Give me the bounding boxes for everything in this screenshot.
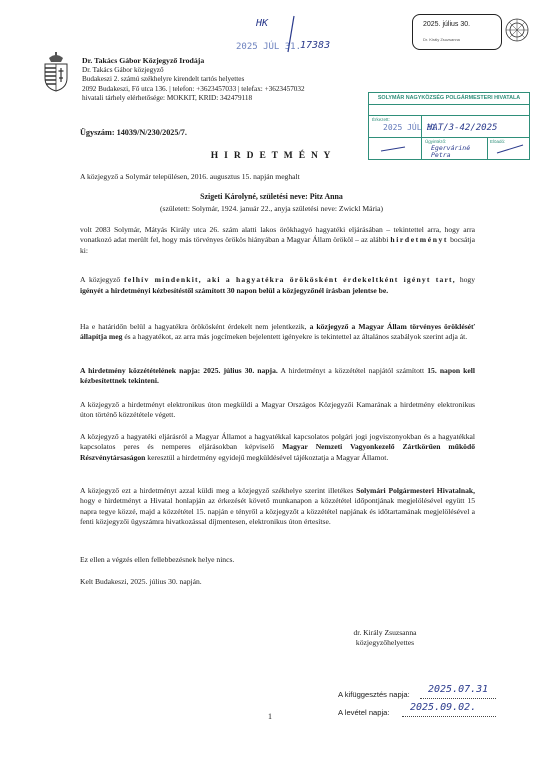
paragraph-4-b: A hirdetményt a közzététel napjától számított bbox=[280, 366, 425, 375]
date-box bbox=[412, 14, 502, 50]
deceased-birth: (született: Solymár, 1924. január 22., anyja születési neve: Zwickl Mária) bbox=[159, 204, 383, 213]
paragraph-2-a: A közjegyző bbox=[80, 275, 121, 284]
signature-name: dr. Király Zsuzsanna bbox=[353, 628, 417, 637]
paragraph-6 bbox=[80, 432, 475, 463]
intro-text: A közjegyző a Solymár településen, 2016. augusztus 15. napján meghalt bbox=[80, 172, 300, 181]
reception-stamp bbox=[368, 92, 530, 160]
paragraph-4-c: 15. napon kell kézbesítettnek tekinteni. bbox=[80, 366, 475, 386]
paragraph-7-a: A közjegyző ezt a hirdetményt azzal küldi meg a közjegyző székhelye szerint illetékes bbox=[80, 486, 354, 495]
document-title: H I R D E T M É N Y bbox=[210, 151, 333, 161]
paragraph-1-text: volt 2083 Solymár, Mátyás Király utca 26. szám alatti lakos örökhagyó hagyatéki eljárásában – tekintettel arra, hogy arra vonatkozó adat merült fel, hogy más törvényes örökös hiányában a Magyar Állam örököl – az alábbi bbox=[80, 225, 475, 245]
paragraph-4 bbox=[80, 366, 475, 387]
posting-date-value: 2025.07.31 bbox=[428, 684, 489, 695]
qr-seal-icon bbox=[505, 18, 529, 42]
paragraph-3-a: Ha e határidőn belül a hagyatékra örökösként érdekelt nem jelentkezik, bbox=[80, 322, 307, 331]
handler-name: Egerváriné Petra bbox=[431, 144, 471, 159]
paragraph-3 bbox=[80, 322, 475, 343]
office-header bbox=[82, 56, 382, 104]
paragraph-7-c: hogy e hirdetményt a Hivatal honlapján az érkezését követő munkanapon a közzététel időpontjának megjelölésével együtt 15 napra tegye közzé, majd a közzététel 15. napján e tényről a közjegyzőt a közzététel napjának és időtartamának megjelölésével a fenti közjegyzői ügyszámra hivatkozással díjmentesen, elektronikus úton értesítse. bbox=[80, 496, 475, 527]
case-number: Ügyszám: 14039/N/230/2025/7. bbox=[80, 128, 187, 137]
paragraph-9: Kelt Budakeszi, 2025. július 30. napján. bbox=[80, 577, 202, 586]
removal-date-value: 2025.09.02. bbox=[410, 702, 477, 713]
paragraph-6-a: A közjegyző a hagyatéki eljárásról a Magyar Államot a hagyatékkal kapcsolatos polgári jogi jogviszonyokban és a hagyatékkal kapcsolatos peres és nemperes eljárásokban képviselő bbox=[80, 432, 475, 452]
handler-label: Ügyintéző: bbox=[425, 139, 447, 144]
deceased-name: Szigeti Károlyné, születési neve: Pitz Anna bbox=[200, 192, 343, 201]
page-number: 1 bbox=[268, 712, 272, 721]
posting-date-label: A kifüggesztés napja: bbox=[338, 690, 410, 699]
received-label: Érkezett: bbox=[372, 117, 390, 122]
coat-of-arms-icon bbox=[42, 52, 70, 92]
paragraph-2-d: igényét a hirdetményi kézbesítéstől számított 30 napon belül a közjegyzőnél írásban jelentse be. bbox=[80, 286, 389, 295]
office-storage-line: hivatali tárhely elérhetősége: MOKKIT, KRID: 342479118 bbox=[82, 94, 253, 103]
removal-date-label: A levétel napja: bbox=[338, 708, 390, 717]
removal-date-line bbox=[402, 716, 496, 717]
filing-number: HAT/3-42/2025 bbox=[427, 123, 498, 133]
date-box-signer: Dr. Király Zsuzsanna bbox=[423, 37, 460, 42]
handwritten-initials: HK bbox=[256, 18, 269, 29]
paragraph-2 bbox=[80, 274, 475, 296]
top-received-stamp-date: 2025 JÚL 31. bbox=[236, 42, 302, 52]
paragraph-7 bbox=[80, 486, 475, 528]
paragraph-6-c: keresztül a hirdetmény egyidejű megküldésével tájékoztatja a Magyar Államot. bbox=[147, 452, 389, 462]
paragraph-4-a: A hirdetmény közzétételének napja: 2025. július 30. napja. bbox=[80, 366, 278, 375]
office-deputy-line: Budakeszi 2. számú székhelyre kirendelt tartós helyettes bbox=[82, 75, 245, 84]
paragraph-1 bbox=[80, 225, 475, 256]
paragraph-6-b: Magyar Nemzeti Vagyonkezelő Zártkörűen működő Részvénytársaságon bbox=[80, 442, 475, 462]
received-date: 2025 JÚL 31. bbox=[383, 123, 441, 132]
paragraph-2-c: hogy bbox=[459, 275, 476, 284]
handwritten-number: 17383 bbox=[300, 40, 331, 51]
posting-date-line bbox=[420, 698, 496, 699]
paragraph-3-b: a közjegyző a Magyar Állam törvényes örökléséť állapítja meg bbox=[80, 322, 476, 342]
paragraph-7-b: Solymári Polgármesteri Hivatalnak, bbox=[356, 486, 475, 495]
office-name: Dr. Takács Gábor Közjegyző Irodája bbox=[82, 56, 205, 65]
paragraph-1-end: bocsátja ki: bbox=[80, 235, 475, 255]
reception-stamp-header: SOLYMÁR NAGYKÖZSÉG POLGÁRMESTERI HIVATALA bbox=[369, 93, 529, 105]
date-box-date: 2025. július 30. bbox=[423, 21, 471, 28]
office-notary: Dr. Takács Gábor közjegyző bbox=[82, 65, 164, 74]
office-address-line: 2092 Budakeszi, Fő utca 136. | telefon: +3623457033 | telefax: +3623457032 bbox=[82, 84, 305, 93]
paragraph-3-c: és a hagyatékot, az arra más jogcímeken bejelentett igényekre is tekintettel az általános szabályok szerint adja át. bbox=[124, 332, 468, 342]
paragraph-1-emph: hirdetményt bbox=[390, 235, 449, 245]
paragraph-8: Ez ellen a végzés ellen fellebbezésnek helye nincs. bbox=[80, 555, 235, 564]
deadline-label: Elöadó: bbox=[490, 139, 506, 144]
signature-block bbox=[300, 628, 470, 649]
paragraph-5: A közjegyző a hirdetményt elektronikus úton megküldi a Magyar Országos Közjegyzői Kamarának a hirdetmény elektronikus úton történő közzététele végett. bbox=[80, 400, 475, 420]
paragraph-2-b: felhív mindenkit, aki a hagyatékra örökösként érdekeltként igényt tart, bbox=[124, 275, 456, 284]
signature-role: közjegyzőhelyettes bbox=[355, 638, 415, 648]
